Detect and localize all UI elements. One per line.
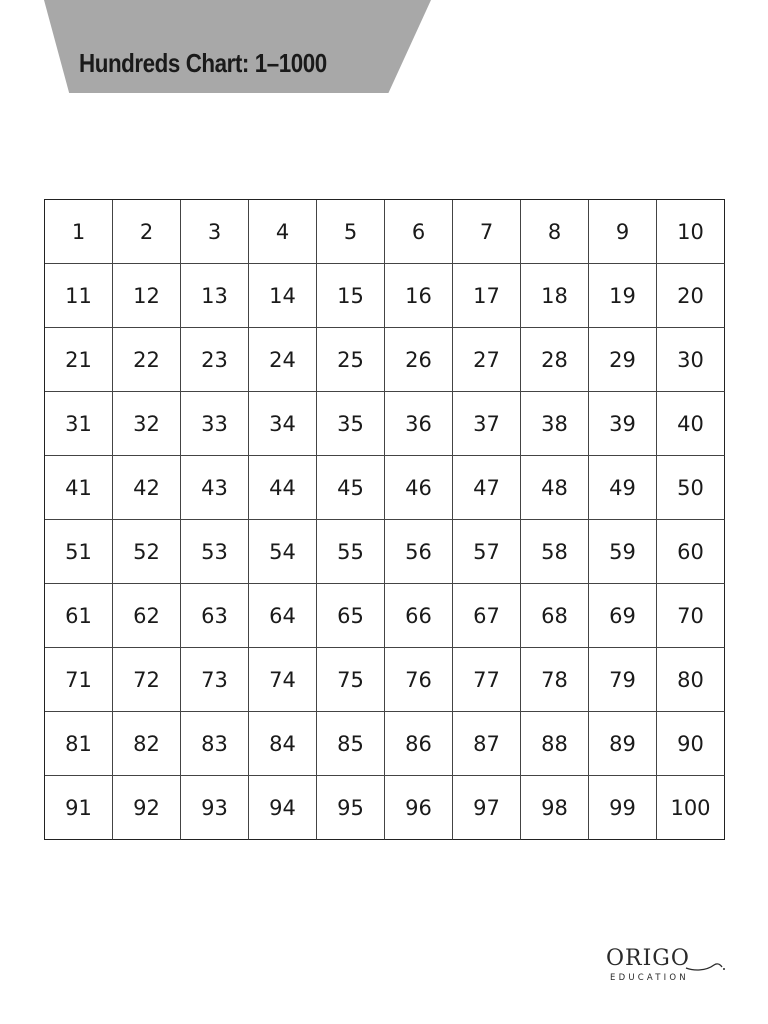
grid-cell: 35 — [317, 392, 385, 456]
grid-cell: 92 — [113, 776, 181, 840]
grid-cell: 4 — [249, 200, 317, 264]
grid-cell: 34 — [249, 392, 317, 456]
grid-cell: 95 — [317, 776, 385, 840]
grid-cell: 67 — [453, 584, 521, 648]
grid-cell: 78 — [521, 648, 589, 712]
grid-cell: 75 — [317, 648, 385, 712]
grid-cell: 57 — [453, 520, 521, 584]
grid-cell: 55 — [317, 520, 385, 584]
grid-cell: 71 — [45, 648, 113, 712]
grid-cell: 79 — [589, 648, 657, 712]
grid-cell: 98 — [521, 776, 589, 840]
grid-cell: 97 — [453, 776, 521, 840]
grid-cell: 50 — [657, 456, 725, 520]
grid-cell: 68 — [521, 584, 589, 648]
grid-cell: 23 — [181, 328, 249, 392]
grid-cell: 8 — [521, 200, 589, 264]
origo-education-logo — [606, 946, 726, 986]
grid-cell: 19 — [589, 264, 657, 328]
grid-cell: 16 — [385, 264, 453, 328]
grid-cell: 30 — [657, 328, 725, 392]
grid-cell: 39 — [589, 392, 657, 456]
grid-cell: 66 — [385, 584, 453, 648]
grid-cell: 54 — [249, 520, 317, 584]
grid-cell: 74 — [249, 648, 317, 712]
grid-cell: 53 — [181, 520, 249, 584]
header-banner — [44, 0, 431, 93]
grid-cell: 70 — [657, 584, 725, 648]
grid-cell: 58 — [521, 520, 589, 584]
grid-cell: 87 — [453, 712, 521, 776]
grid-cell: 82 — [113, 712, 181, 776]
grid-cell: 15 — [317, 264, 385, 328]
grid-cell: 24 — [249, 328, 317, 392]
grid-cell: 61 — [45, 584, 113, 648]
grid-cell: 63 — [181, 584, 249, 648]
grid-cell: 99 — [589, 776, 657, 840]
grid-cell: 11 — [45, 264, 113, 328]
logo-swoosh-icon — [684, 956, 726, 972]
grid-cell: 31 — [45, 392, 113, 456]
grid-cell: 47 — [453, 456, 521, 520]
grid-cell: 3 — [181, 200, 249, 264]
grid-cell: 85 — [317, 712, 385, 776]
grid-cell: 100 — [657, 776, 725, 840]
grid-cell: 84 — [249, 712, 317, 776]
grid-cell: 38 — [521, 392, 589, 456]
grid-cell: 37 — [453, 392, 521, 456]
grid-cell: 14 — [249, 264, 317, 328]
grid-cell: 51 — [45, 520, 113, 584]
grid-cell: 72 — [113, 648, 181, 712]
grid-cell: 56 — [385, 520, 453, 584]
logo-subtitle: EDUCATION — [610, 973, 689, 983]
logo-wordmark: ORIGO — [606, 946, 690, 971]
grid-cell: 32 — [113, 392, 181, 456]
grid-cell: 62 — [113, 584, 181, 648]
grid-cell: 64 — [249, 584, 317, 648]
grid-cell: 90 — [657, 712, 725, 776]
grid-cell: 43 — [181, 456, 249, 520]
hundreds-chart-grid — [44, 199, 725, 840]
grid-cell: 76 — [385, 648, 453, 712]
grid-cell: 10 — [657, 200, 725, 264]
grid-cell: 60 — [657, 520, 725, 584]
grid-cell: 2 — [113, 200, 181, 264]
grid-cell: 26 — [385, 328, 453, 392]
grid-cell: 9 — [589, 200, 657, 264]
grid-cell: 83 — [181, 712, 249, 776]
grid-cell: 46 — [385, 456, 453, 520]
grid-cell: 65 — [317, 584, 385, 648]
grid-cell: 27 — [453, 328, 521, 392]
grid-cell: 94 — [249, 776, 317, 840]
grid-cell: 5 — [317, 200, 385, 264]
grid-cell: 49 — [589, 456, 657, 520]
grid-cell: 89 — [589, 712, 657, 776]
grid-cell: 91 — [45, 776, 113, 840]
grid-cell: 13 — [181, 264, 249, 328]
grid-cell: 20 — [657, 264, 725, 328]
grid-cell: 73 — [181, 648, 249, 712]
grid-cell: 18 — [521, 264, 589, 328]
grid-cell: 25 — [317, 328, 385, 392]
grid-cell: 45 — [317, 456, 385, 520]
grid-cell: 69 — [589, 584, 657, 648]
grid-cell: 81 — [45, 712, 113, 776]
grid-cell: 6 — [385, 200, 453, 264]
grid-cell: 41 — [45, 456, 113, 520]
grid-cell: 40 — [657, 392, 725, 456]
grid-cell: 7 — [453, 200, 521, 264]
grid-cell: 96 — [385, 776, 453, 840]
grid-cell: 12 — [113, 264, 181, 328]
grid-cell: 28 — [521, 328, 589, 392]
grid-cell: 33 — [181, 392, 249, 456]
grid-cell: 36 — [385, 392, 453, 456]
grid-cell: 1 — [45, 200, 113, 264]
grid-cell: 44 — [249, 456, 317, 520]
grid-cell: 21 — [45, 328, 113, 392]
grid-cell: 80 — [657, 648, 725, 712]
grid-cell: 59 — [589, 520, 657, 584]
grid-cell: 52 — [113, 520, 181, 584]
grid-cell: 29 — [589, 328, 657, 392]
page-title: Hundreds Chart: 1–1000 — [79, 48, 327, 78]
grid-cell: 48 — [521, 456, 589, 520]
grid-cell: 17 — [453, 264, 521, 328]
grid-cell: 93 — [181, 776, 249, 840]
grid-cell: 22 — [113, 328, 181, 392]
grid-cell: 77 — [453, 648, 521, 712]
grid-cell: 88 — [521, 712, 589, 776]
grid-cell: 42 — [113, 456, 181, 520]
grid-cell: 86 — [385, 712, 453, 776]
